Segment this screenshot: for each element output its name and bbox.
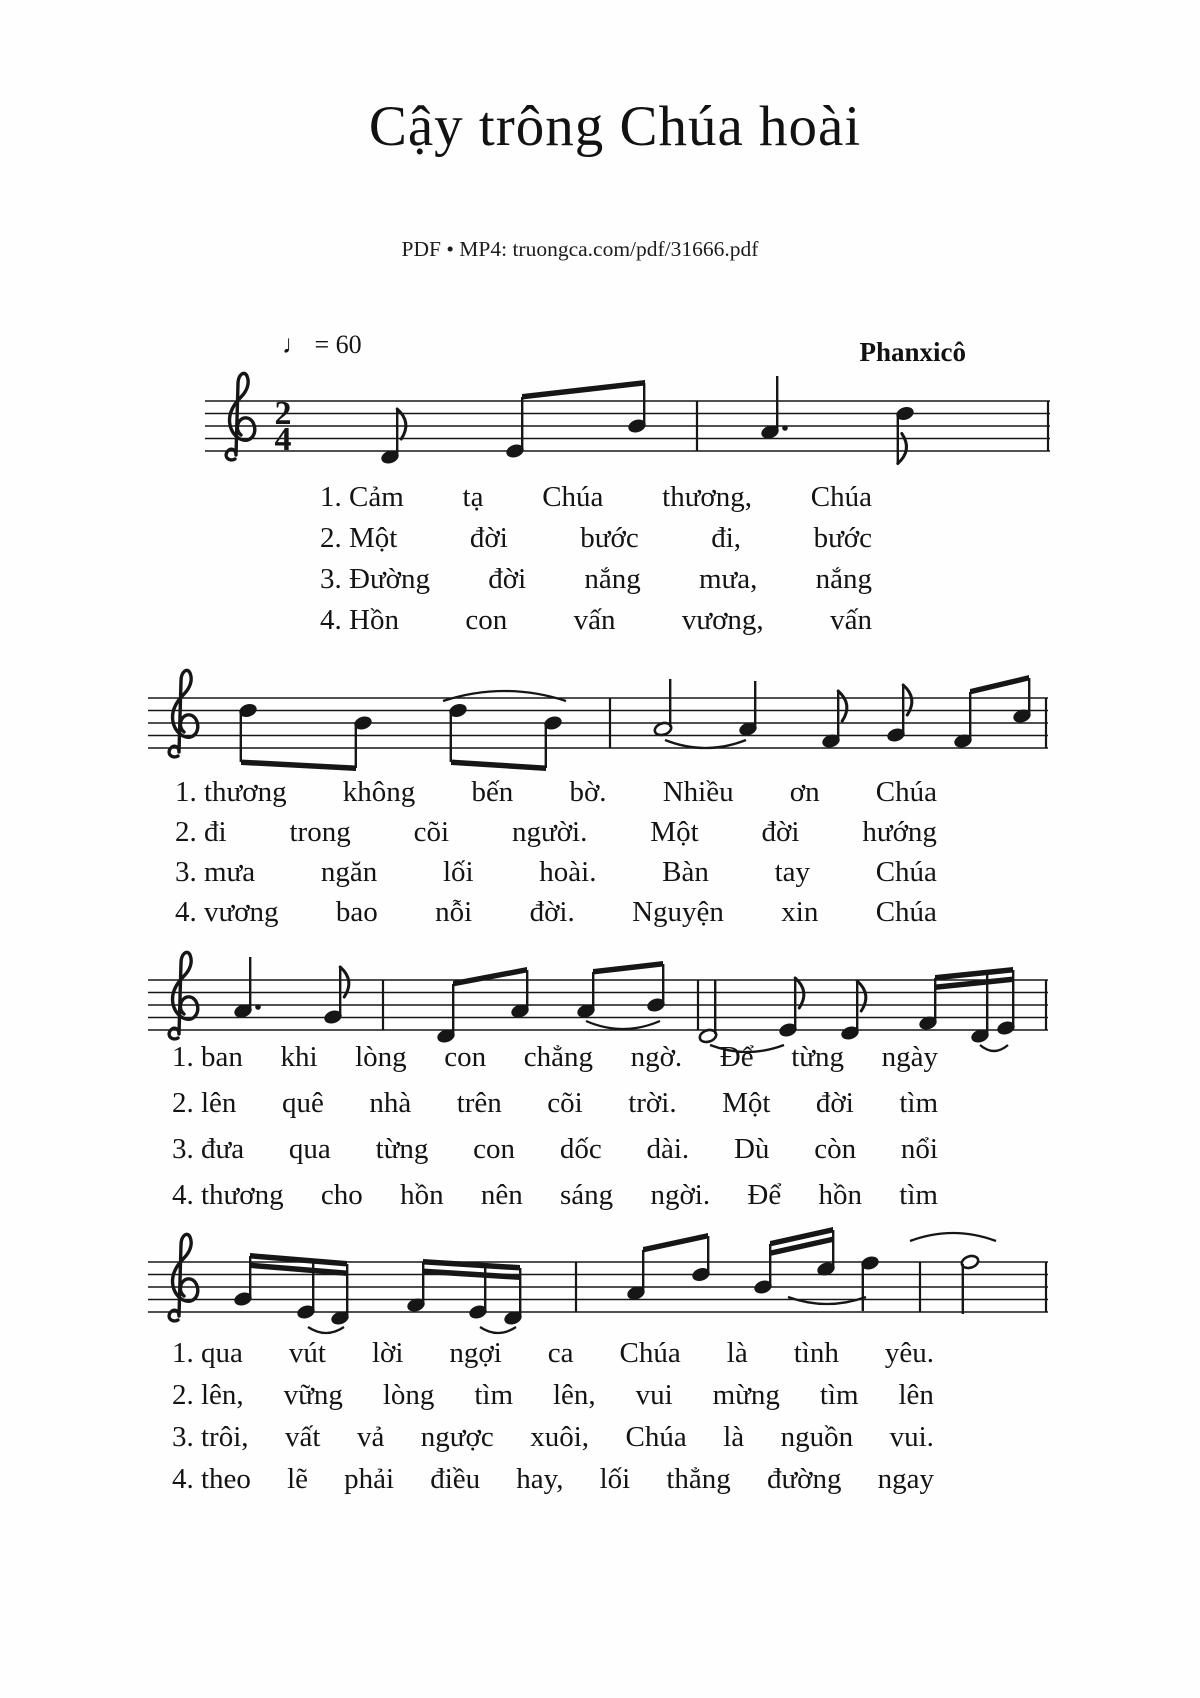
lyrics-block-1 <box>320 481 872 645</box>
lyric-word: 4. theo <box>172 1463 251 1495</box>
lyric-word: ơn <box>789 776 820 808</box>
lyric-word: 2. lên <box>172 1087 237 1119</box>
lyric-word: bờ. <box>569 776 607 808</box>
lyric-word: là <box>723 1421 745 1453</box>
lyric-line <box>172 1337 934 1379</box>
lyric-word: mưa, <box>698 563 758 595</box>
lyric-word: tìm <box>474 1379 513 1411</box>
tie-slur <box>910 1233 996 1241</box>
tie-slur <box>308 1327 344 1333</box>
note <box>778 978 804 1038</box>
lyric-word: Chúa <box>875 776 937 808</box>
composer-name: Phanxicô <box>859 337 966 367</box>
beamed-note-group <box>448 702 563 771</box>
lyric-word: Chúa <box>875 856 937 888</box>
treble-clef-icon <box>226 373 255 460</box>
lyric-word: lên, <box>552 1379 596 1411</box>
lyric-word: đường <box>766 1463 842 1495</box>
lyric-word: 2. lên, <box>172 1379 244 1411</box>
treble-clef-icon <box>169 670 198 757</box>
lyric-word: vút <box>288 1337 326 1369</box>
lyric-line <box>320 481 872 522</box>
lyric-word: sáng <box>560 1179 614 1211</box>
treble-clef-icon <box>169 1234 198 1321</box>
lyric-word: cõi <box>413 816 450 848</box>
lyric-word: từng <box>791 1041 844 1073</box>
tie-slur <box>443 691 566 701</box>
beamed-note-group <box>233 1253 350 1326</box>
note <box>653 679 673 737</box>
lyric-word: tạ <box>462 481 484 513</box>
lyric-word: quê <box>281 1087 324 1119</box>
beamed-note-group <box>576 961 666 1019</box>
lyric-word: trong <box>289 816 351 848</box>
beamed-note-group <box>753 1227 836 1295</box>
lyric-word: lẽ <box>287 1463 308 1495</box>
lyric-word: xin <box>781 896 819 928</box>
lyric-word: ngợi <box>449 1337 502 1369</box>
note <box>698 980 718 1044</box>
lyric-word: tìm <box>899 1087 938 1119</box>
lyric-word: tìm <box>819 1379 859 1411</box>
page-title: Cậy trông Chúa hoài <box>368 95 862 158</box>
lyric-word: từng <box>375 1133 429 1165</box>
lyric-word: hướng <box>862 816 937 848</box>
tie-slur <box>980 1045 1008 1051</box>
beamed-note-group <box>238 702 373 771</box>
lyric-word: cõi <box>547 1087 583 1119</box>
lyric-word: vương, <box>681 604 764 636</box>
note <box>233 957 261 1019</box>
lyric-word: chẳng <box>523 1041 593 1073</box>
lyrics-block-2 <box>175 776 937 936</box>
lyrics-block-4 <box>172 1337 934 1505</box>
lyric-word: tìm <box>899 1179 938 1211</box>
lyric-word: tình <box>793 1337 839 1369</box>
lyric-word: nắng <box>815 563 872 595</box>
note <box>895 405 915 463</box>
lyric-word: ngờ. <box>630 1041 683 1073</box>
lyric-word: bến <box>471 776 514 808</box>
lyric-word: 3. trôi, <box>172 1421 249 1453</box>
tie-slur <box>586 1021 660 1029</box>
lyric-line <box>175 776 937 816</box>
lyric-word: lời <box>371 1337 404 1369</box>
tie-slur <box>665 740 746 748</box>
time-signature <box>275 395 292 458</box>
lyric-word: 1. Cảm <box>320 481 404 513</box>
note <box>860 1255 880 1311</box>
lyric-line <box>172 1087 938 1133</box>
lyric-word: còn <box>814 1133 857 1165</box>
lyric-word: ngược <box>420 1421 494 1453</box>
lyric-word: mừng <box>712 1379 780 1411</box>
lyric-word: Dù <box>733 1133 770 1165</box>
lyric-word: ngay <box>877 1463 934 1495</box>
lyric-word: 3. Đường <box>320 563 430 595</box>
lyric-word: đời <box>488 563 527 595</box>
lyric-line <box>172 1179 938 1225</box>
lyric-word: vui <box>635 1379 673 1411</box>
lyric-word: khi <box>280 1041 318 1073</box>
lyric-word: điều <box>430 1463 481 1495</box>
lyric-word: yêu. <box>884 1337 934 1369</box>
lyric-word: vững <box>283 1379 343 1411</box>
lyric-word: lòng <box>355 1041 407 1073</box>
lyric-word: vả <box>356 1421 385 1453</box>
svg-text:2: 2 <box>274 395 292 432</box>
lyric-word: ngời. <box>650 1179 711 1211</box>
lyric-word: hồn <box>400 1179 444 1211</box>
lyric-word: Một <box>650 816 699 848</box>
beamed-note-group <box>626 1233 711 1301</box>
lyric-line <box>175 856 937 896</box>
lyric-word: 4. Hồn <box>320 604 399 636</box>
lyric-word: 1. qua <box>172 1337 243 1369</box>
lyric-word: đi, <box>711 522 742 554</box>
lyric-word: vấn <box>830 604 872 636</box>
lyric-word: Chúa <box>625 1421 687 1453</box>
lyric-word: ca <box>547 1337 574 1369</box>
lyric-line <box>172 1379 934 1421</box>
lyric-line <box>320 522 872 563</box>
lyric-word: Chúa <box>542 481 604 513</box>
lyric-word: 2. đi <box>175 816 227 848</box>
note <box>840 981 866 1041</box>
lyric-word: con <box>444 1041 487 1073</box>
lyric-word: trời. <box>628 1087 677 1119</box>
lyric-line <box>175 896 937 936</box>
lyric-word: Để <box>747 1179 782 1211</box>
lyric-word: đời <box>761 816 800 848</box>
lyric-line <box>320 563 872 604</box>
lyric-word: Nhiều <box>662 776 734 808</box>
lyric-word: lòng <box>382 1379 435 1411</box>
lyric-word: cho <box>320 1179 363 1211</box>
lyric-word: Chúa <box>875 896 937 928</box>
svg-text:4: 4 <box>274 421 292 458</box>
lyric-word: vui. <box>889 1421 934 1453</box>
lyric-word: người. <box>511 816 588 848</box>
lyric-word: 2. Một <box>320 522 398 554</box>
lyric-word: nên <box>480 1179 523 1211</box>
lyric-word: 3. đưa <box>172 1133 245 1165</box>
lyric-word: xuôi, <box>530 1421 590 1453</box>
lyric-word: vất <box>285 1421 321 1453</box>
lyric-word: Nguyện <box>632 896 724 928</box>
lyric-word: hoài. <box>539 856 597 888</box>
beamed-note-group <box>505 380 647 459</box>
lyric-word: vấn <box>573 604 616 636</box>
tempo-marking: ♩ = 60 <box>282 330 362 359</box>
lyric-word: Chúa <box>619 1337 681 1369</box>
lyric-word: nỗi <box>435 896 473 928</box>
lyric-word: lối <box>599 1463 631 1495</box>
lyric-word: ngày <box>881 1041 938 1073</box>
lyric-word: qua <box>288 1133 331 1165</box>
lyric-word: 3. mưa <box>175 856 256 888</box>
lyric-word: là <box>726 1337 748 1369</box>
lyric-word: đời <box>815 1087 854 1119</box>
lyric-word: đời <box>469 522 508 554</box>
lyric-word: nhà <box>369 1087 412 1119</box>
note <box>886 685 912 743</box>
lyric-line <box>172 1463 934 1505</box>
lyric-line <box>320 604 872 645</box>
note <box>380 409 406 465</box>
note <box>960 1254 980 1314</box>
lyric-word: Để <box>719 1041 754 1073</box>
lyric-word: ngăn <box>320 856 378 888</box>
lyric-word: bước <box>813 522 872 554</box>
lyric-word: Bàn <box>662 856 709 888</box>
lyrics-block-3 <box>172 1041 938 1225</box>
lyric-word: hay, <box>516 1463 564 1495</box>
lyric-word: con <box>473 1133 516 1165</box>
lyric-word: dốc <box>559 1133 602 1165</box>
lyric-word: phải <box>344 1463 395 1495</box>
lyric-word: bao <box>335 896 378 928</box>
lyric-line <box>172 1041 938 1087</box>
treble-clef-icon <box>169 952 198 1039</box>
lyric-word: bước <box>580 522 639 554</box>
lyric-word: 1. ban <box>172 1041 243 1073</box>
lyric-word: Chúa <box>810 481 872 513</box>
tie-slur <box>480 1327 516 1333</box>
lyric-word: 4. vương <box>175 896 279 928</box>
note <box>323 967 349 1025</box>
source-link-text: PDF • MP4: truongca.com/pdf/31666.pdf <box>401 237 759 261</box>
lyric-word: hồn <box>818 1179 862 1211</box>
note <box>760 376 788 440</box>
lyric-word: thương, <box>662 481 753 513</box>
lyric-word: nguồn <box>780 1421 854 1453</box>
note <box>738 681 758 737</box>
lyric-word: nổi <box>900 1133 938 1165</box>
lyric-word: lên <box>898 1379 934 1411</box>
lyric-line <box>172 1421 934 1463</box>
lyric-word: đời. <box>529 896 575 928</box>
lyric-word: 1. thương <box>175 776 287 808</box>
note <box>821 691 847 749</box>
lyric-word: dài. <box>646 1133 690 1165</box>
lyric-word: con <box>465 604 508 636</box>
beamed-note-group <box>406 1259 523 1326</box>
lyric-word: trên <box>456 1087 502 1119</box>
lyric-word: không <box>342 776 416 808</box>
lyric-word: 4. thương <box>172 1179 284 1211</box>
beamed-note-group <box>953 675 1032 749</box>
lyric-word: nắng <box>584 563 641 595</box>
lyric-word: lối <box>442 856 474 888</box>
lyric-line <box>172 1133 938 1179</box>
lyric-word: tay <box>774 856 811 888</box>
lyric-word: Một <box>722 1087 771 1119</box>
lyric-word: thẳng <box>666 1463 731 1495</box>
lyric-line <box>175 816 937 856</box>
tie-slur <box>788 1297 866 1304</box>
